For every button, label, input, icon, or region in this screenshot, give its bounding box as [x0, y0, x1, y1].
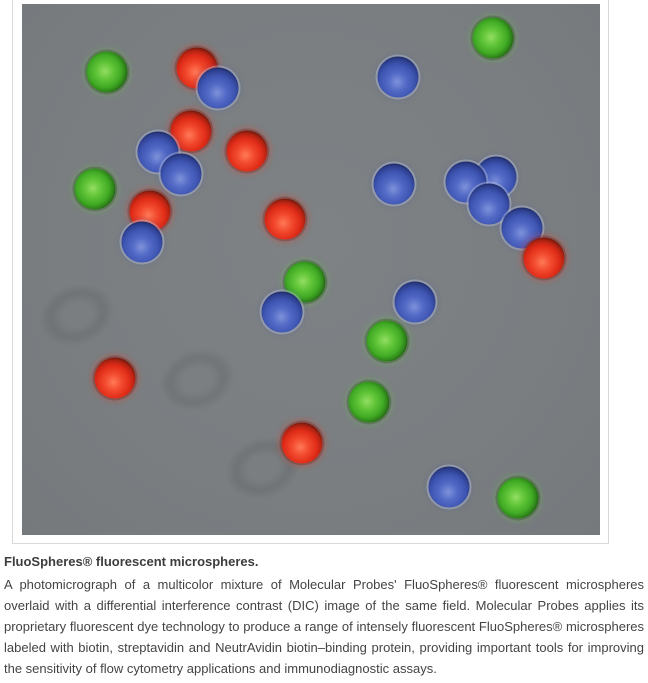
blue-microsphere	[262, 292, 303, 333]
red-microsphere	[524, 238, 565, 279]
dic-artifact-smudge	[32, 275, 121, 355]
caption-title: FluoSpheres® fluorescent microspheres.	[4, 554, 259, 569]
red-microsphere	[227, 131, 268, 172]
red-microsphere	[95, 358, 136, 399]
red-microsphere	[282, 423, 323, 464]
blue-microsphere	[161, 154, 202, 195]
micrograph-image	[22, 4, 600, 535]
figure-frame	[12, 0, 609, 544]
blue-microsphere	[122, 222, 163, 263]
green-microsphere	[87, 52, 128, 93]
dic-artifact-smudge	[152, 340, 241, 420]
blue-microsphere	[374, 164, 415, 205]
green-microsphere	[349, 382, 390, 423]
green-microsphere	[75, 169, 116, 210]
blue-microsphere	[378, 57, 419, 98]
green-microsphere	[498, 478, 539, 519]
green-microsphere	[473, 18, 514, 59]
green-microsphere	[367, 321, 408, 362]
blue-microsphere	[395, 282, 436, 323]
blue-microsphere	[198, 68, 239, 109]
figure-caption	[4, 554, 644, 679]
caption-body: A photomicrograph of a multicolor mixture of Molecular Probes' FluoSpheres® fluorescent microspheres overlaid with a differential interference contrast (DIC) image of the same field. Molecular Probes applies its proprietary fluorescent dye technology to produce a range of intensely fluorescent FluoSpheres® microspheres labeled with biotin, streptavidin and NeutrAvidin biotin–binding protein, providing important tools for improving the sensitivity of flow cytometry applications and immunodiagnostic assays.	[4, 577, 644, 676]
blue-microsphere	[429, 467, 470, 508]
red-microsphere	[265, 199, 306, 240]
